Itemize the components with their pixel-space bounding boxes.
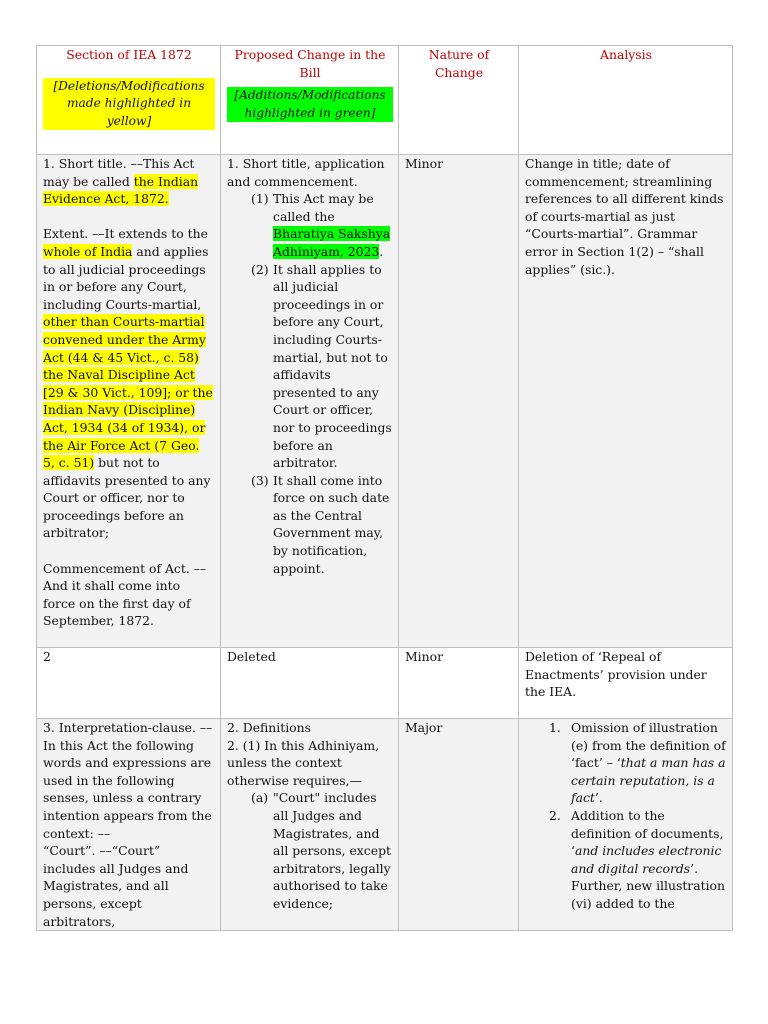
header-nature-of-change: [399, 46, 519, 155]
list-number: (a): [251, 790, 269, 806]
paragraph: 1. Short title, application and commencement.: [227, 156, 385, 189]
list-number: 1.: [549, 720, 561, 735]
list-item: [227, 472, 393, 578]
text: It shall come into force on such date as the Central Government may, by notification, appoint.: [273, 472, 390, 576]
header-title: Analysis: [600, 47, 652, 62]
italic-text: and includes electronic and digital records: [571, 843, 722, 876]
list-number: (1): [251, 191, 269, 207]
table-header-row: [37, 46, 733, 155]
list-item: [227, 261, 393, 472]
list-item: [525, 719, 727, 807]
cell-nature: Major: [399, 719, 519, 931]
numbered-list: [227, 190, 393, 577]
header-proposed-change: [221, 46, 399, 155]
text: 1. Short title. ––This Act may be called: [43, 156, 195, 189]
text: ’. Further, new illustration (vi) added to the: [571, 860, 725, 911]
header-title: Nature of Change: [428, 47, 490, 80]
list-number: 2.: [549, 807, 561, 823]
numbered-list: [525, 719, 727, 913]
text: ’.: [594, 790, 603, 806]
highlight-yellow: the Indian Evidence Act, 1872.: [43, 173, 199, 207]
highlight-yellow: whole of India: [43, 243, 133, 259]
cell-iea-section-2: 2: [37, 648, 221, 719]
list-item: [227, 190, 393, 260]
list-item: [227, 789, 393, 912]
text: but not to affidavits presented to any Court or officer, nor to proceedings before an arbitrator;: [43, 455, 211, 541]
list-number: (3): [251, 472, 269, 488]
header-note-yellow: [Deletions/Modifications made highlighted in yellow]: [43, 78, 215, 131]
highlight-yellow: other than Courts-martial convened under the Army Act (44 & 45 Vict., c. 58) the Naval Discipline Act [29 & 30 Vict., 109]; or the Indian Navy (Discipline) Act, 1934 (34 of 1934), or the Air Force Act (7 Geo. 5, c. 51): [43, 314, 213, 471]
cell-analysis: [519, 719, 733, 931]
cell-analysis: Deletion of ‘Repeal of Enactments’ provision under the IEA.: [519, 648, 733, 719]
paragraph: 3. Interpretation-clause. –– In this Act the following words and expressions are used in the following senses, unless a contrary intention appears from the context: ––: [43, 720, 213, 841]
header-title: Proposed Change in the Bill: [234, 47, 386, 80]
cell-bill-section-1: [221, 155, 399, 648]
cell-iea-section-1: [37, 155, 221, 648]
header-analysis: [519, 46, 733, 155]
comparison-table: [36, 45, 733, 931]
cell-bill-section-2-definitions: [221, 719, 399, 931]
header-note-green: [Additions/Modifications highlighted in green]: [227, 87, 393, 122]
text: This Act may be called the: [273, 191, 374, 224]
cell-iea-section-3: [37, 719, 221, 931]
cell-analysis: Change in title; date of commencement; streamlining references to all different kinds of courts-martial as just “Courts-martial”. Grammar error in Section 1(2) – “shall applies” (sic.).: [519, 155, 733, 648]
table-row: [37, 719, 733, 931]
table-row: [37, 155, 733, 648]
text: It shall applies to all judicial proceedings in or before any Court, including Courts-martial, but not to affidavits presented to any Court or officer, nor to proceedings before an arbitrator.: [273, 261, 392, 471]
cell-nature: Minor: [399, 155, 519, 648]
paragraph: 2. Definitions: [227, 720, 311, 735]
table-row: [37, 648, 733, 719]
text: and applies to all judicial proceedings in or before any Court, including Courts-martial,: [43, 243, 209, 312]
cell-bill-section-2: Deleted: [221, 648, 399, 719]
paragraph: “Court”. ––“Court” includes all Judges and Magistrates, and all persons, except arbitrators,: [43, 843, 189, 929]
italic-text: that a man has a certain reputation, is a fact: [571, 755, 726, 806]
paragraph: 2. (1) In this Adhiniyam, unless the context otherwise requires,—: [227, 737, 380, 788]
header-section-iea: [37, 46, 221, 155]
lettered-list: [227, 789, 393, 912]
text: Extent. ––It extends to the: [43, 226, 208, 242]
list-item: [525, 807, 727, 913]
cell-nature: Minor: [399, 648, 519, 719]
highlight-green: Bharatiya Sakshya Adhiniyam, 2023: [273, 226, 391, 259]
header-title: Section of IEA 1872: [66, 47, 192, 62]
text: Addition to the definition of documents, ‘: [571, 807, 724, 859]
paragraph: Commencement of Act. –– And it shall come into force on the first day of September, 1872.: [43, 560, 207, 629]
list-number: (2): [251, 261, 269, 277]
text: Omission of illustration (e) from the definition of ‘fact’ – ‘: [571, 720, 726, 771]
paragraph: [43, 155, 215, 208]
text: .: [379, 243, 384, 259]
paragraph: [43, 225, 215, 542]
text: "Court" includes all Judges and Magistrates, and all persons, except arbitrators, legally authorised to take evidence;: [273, 790, 391, 911]
